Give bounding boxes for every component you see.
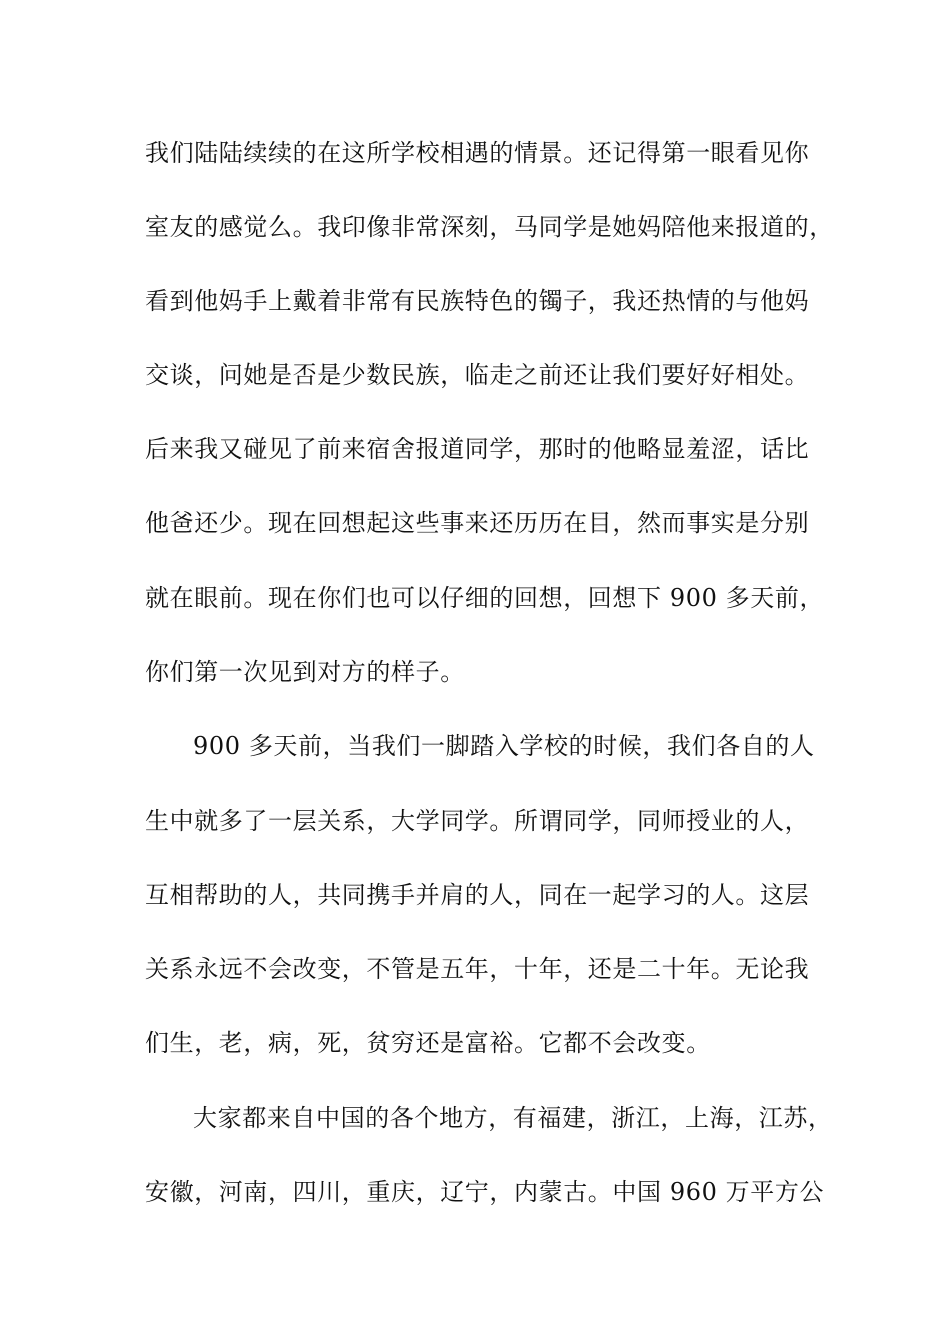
text-line: 交谈，问她是否是少数民族，临走之前还让我们要好好相处。 (145, 361, 810, 389)
paragraph-start-line: 大家都来自中国的各个地方，有福建，浙江，上海，江苏， (193, 1104, 833, 1132)
text-line: 后来我又碰见了前来宿舍报道同学，那时的他略显羞涩，话比 (145, 435, 810, 463)
text-line: 看到他妈手上戴着非常有民族特色的镯子，我还热情的与他妈 (145, 287, 810, 315)
text-line: 互相帮助的人，共同携手并肩的人，同在一起学习的人。这层 (145, 881, 810, 909)
text-line: 他爸还少。现在回想起这些事来还历历在目，然而事实是分别 (145, 509, 810, 537)
text-line: 室友的感觉么。我印像非常深刻，马同学是她妈陪他来报道的， (145, 213, 834, 241)
text-line: 安徽，河南，四川，重庆，辽宁，内蒙古。中国 960 万平方公 (145, 1178, 825, 1206)
text-line: 就在眼前。现在你们也可以仔细的回想，回想下 900 多天前， (145, 584, 825, 612)
text-line: 你们第一次见到对方的样子。 (145, 658, 465, 686)
text-line: 们生，老，病，死，贫穷还是富裕。它都不会改变。 (145, 1029, 711, 1057)
text-line: 关系永远不会改变，不管是五年，十年，还是二十年。无论我 (145, 955, 810, 983)
text-line: 生中就多了一层关系，大学同学。所谓同学，同师授业的人， (145, 807, 810, 835)
text-line: 我们陆陆续续的在这所学校相遇的情景。还记得第一眼看见你 (145, 139, 810, 167)
paragraph-start-line: 900 多天前，当我们一脚踏入学校的时候，我们各自的人 (193, 732, 815, 760)
